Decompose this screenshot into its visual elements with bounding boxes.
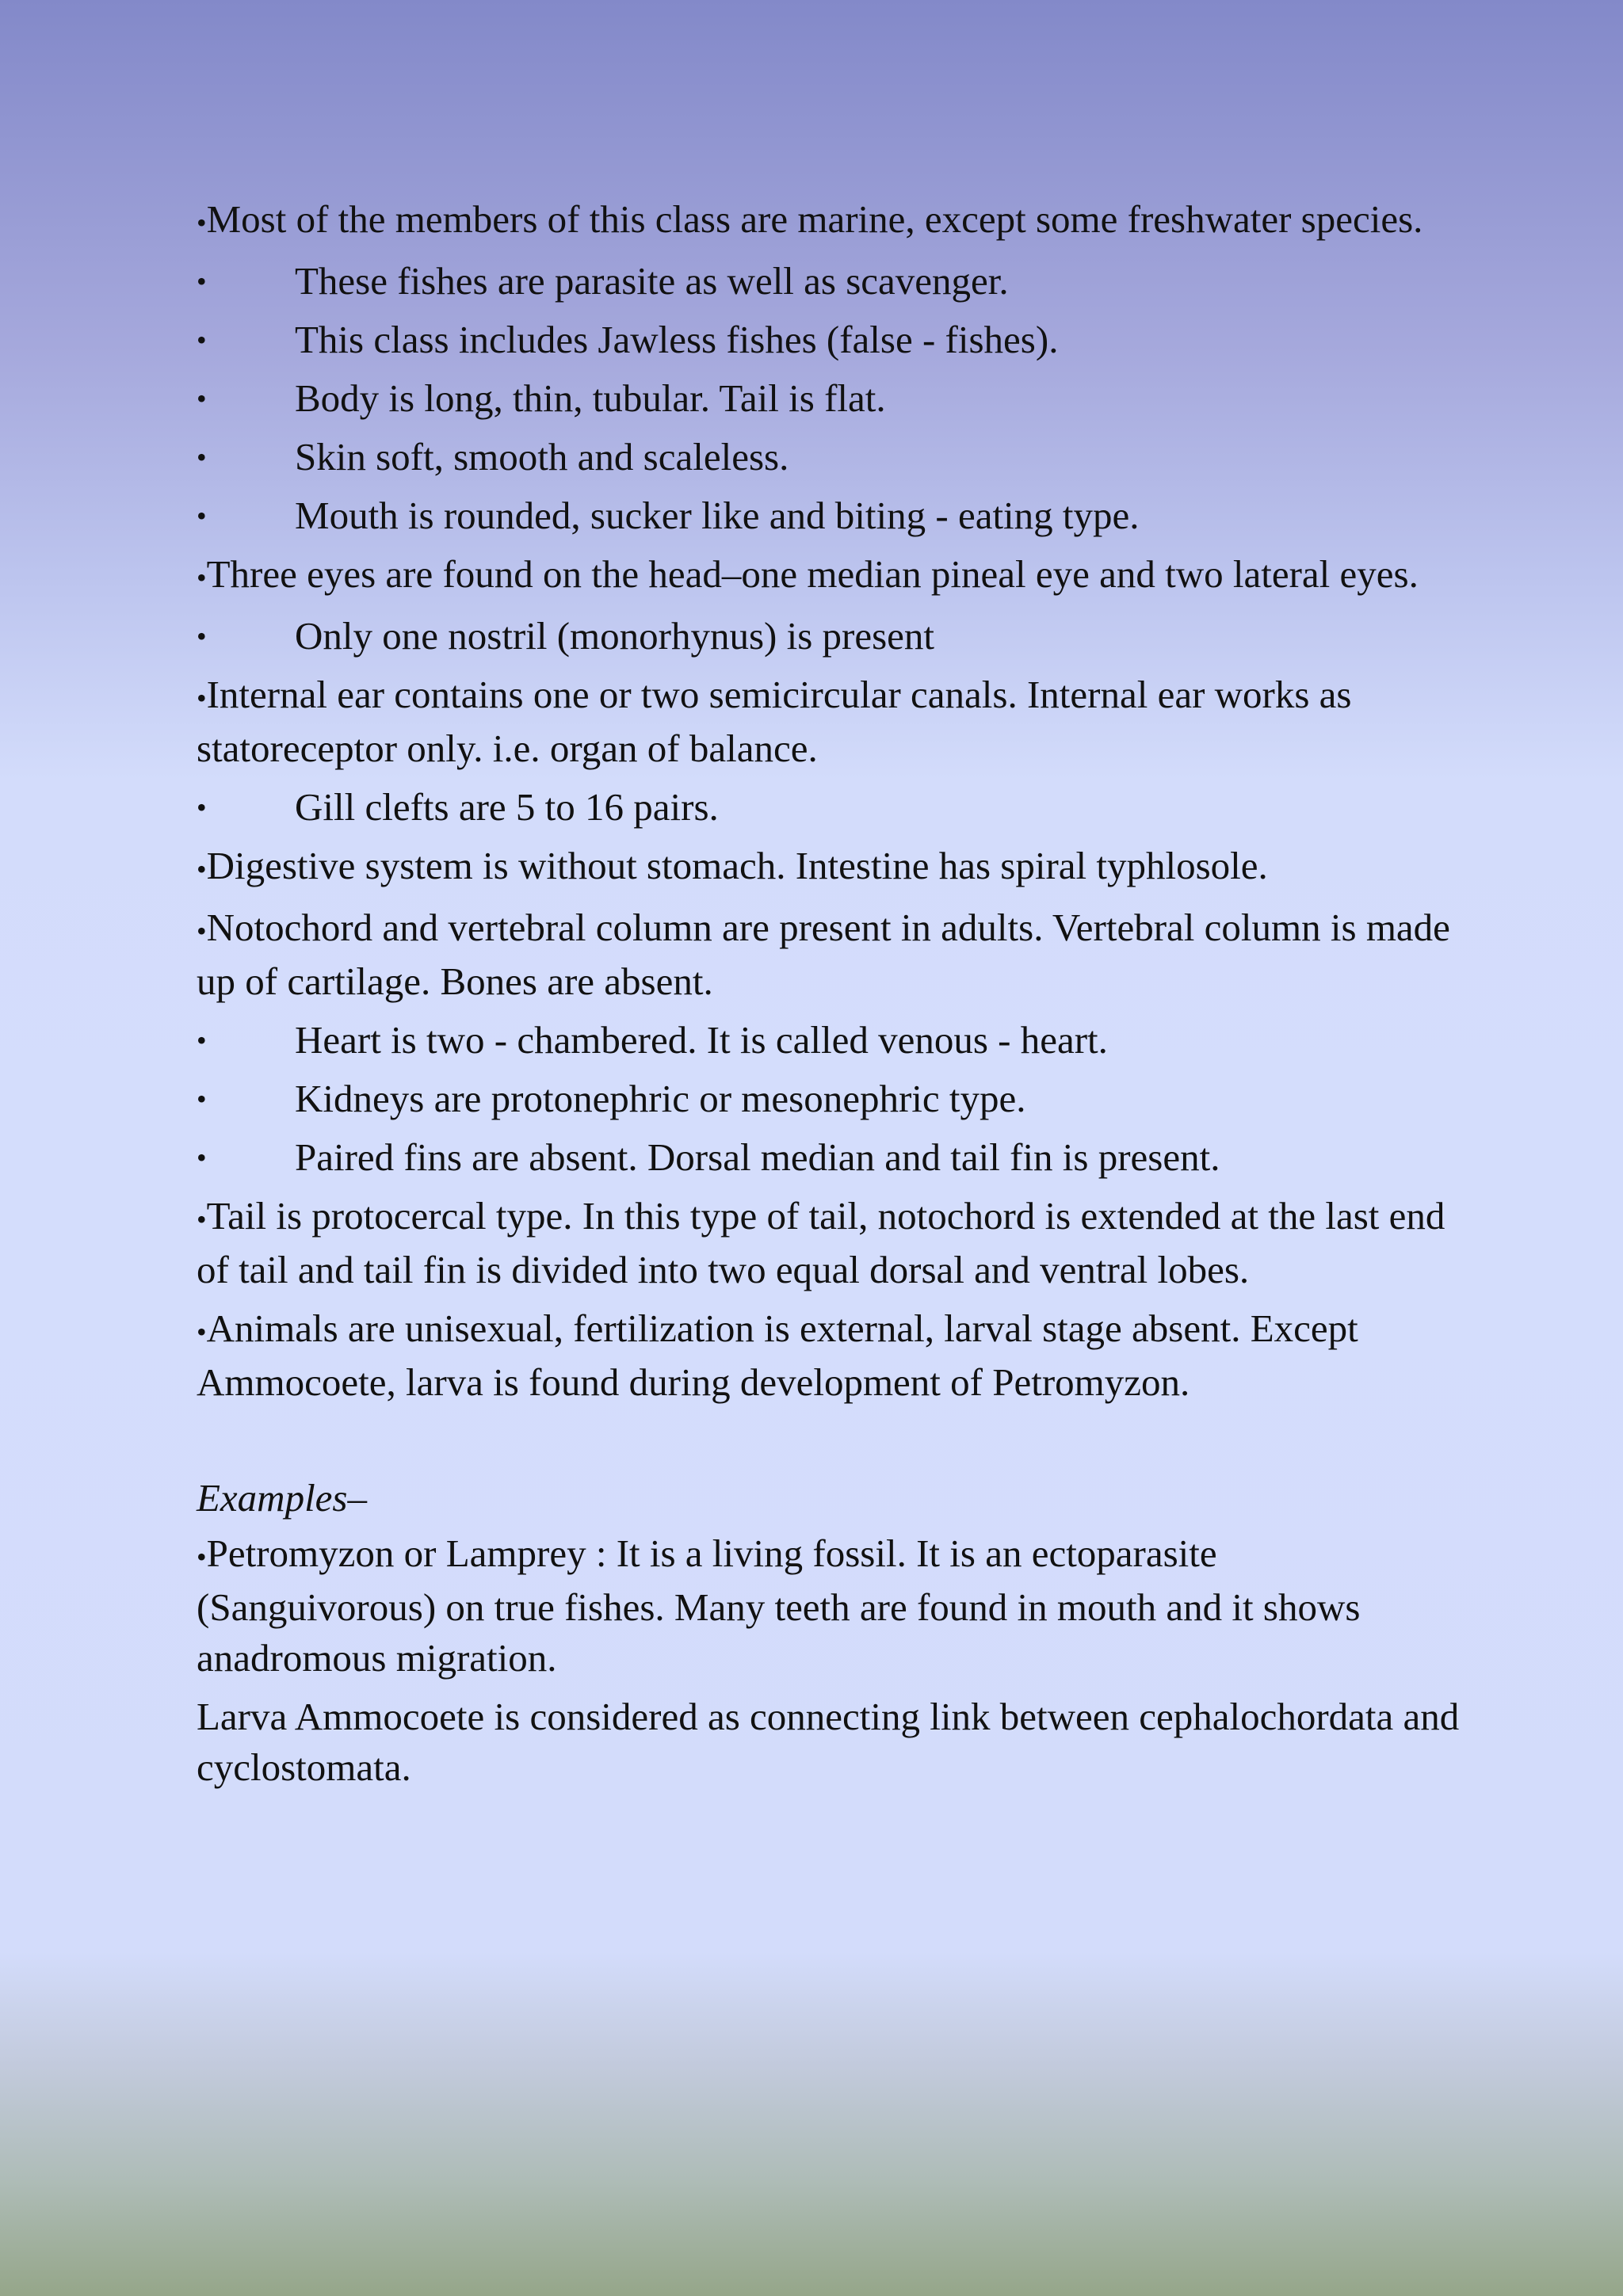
bullet-icon: • [197,265,207,297]
list-item [197,490,1465,541]
bullet-icon: • [197,620,207,652]
list-item-text: Body is long, thin, tubular. Tail is flat. [295,376,886,420]
examples-list [197,1528,1465,1684]
bullet-icon: • [197,1142,207,1173]
bullet-icon: • [197,1083,207,1115]
list-item-text: Mouth is rounded, sucker like and biting - eating type. [295,494,1140,537]
list-item-text: Notochord and vertebral column are present in adults. Vertebral column is made up of cartilage. Bones are absent. [197,906,1450,1003]
bullet-icon: • [197,562,207,593]
list-item [197,256,1465,307]
list-item-text: Tail is protocercal type. In this type of tail, notochord is extended at the last end of tail and tail fin is divided into two equal dorsal and ventral lobes. [197,1194,1445,1291]
list-item-text: Most of the members of this class are marine, except some freshwater species. [206,197,1423,241]
list-item [197,841,1465,894]
list-item-text: Petromyzon or Lamprey : It is a living fossil. It is an ectoparasite (Sanguivorous) on true fishes. Many teeth are found in mouth and it shows anadromous migration. [197,1531,1361,1680]
list-item-text: Heart is two - chambered. It is called venous - heart. [295,1018,1108,1062]
list-item-text: Animals are unisexual, fertilization is external, larval stage absent. Except Ammocoete, larva is found during development of Petromyzon. [197,1306,1358,1404]
characteristics-list [197,194,1465,1408]
list-item-text: Kidneys are protonephric or mesonephric type. [295,1077,1026,1120]
bullet-icon: • [197,791,207,823]
list-item [197,315,1465,365]
list-item [197,432,1465,482]
list-item [197,1528,1465,1684]
list-item [197,1074,1465,1124]
list-item-text: Digestive system is without stomach. Intestine has spiral typhlosole. [206,844,1268,887]
bullet-icon: • [197,1541,207,1573]
list-item-text: This class includes Jawless fishes (false - fishes). [295,318,1059,361]
list-item [197,782,1465,833]
list-item [197,1191,1465,1295]
list-item [197,902,1465,1007]
bullet-icon: • [197,1203,207,1235]
list-item-text: Internal ear contains one or two semicircular canals. Internal ear works as statoreceptor only. i.e. organ of balance. [197,673,1352,770]
list-item [197,1015,1465,1066]
bullet-icon: • [197,915,207,947]
list-item [197,373,1465,424]
closing-paragraph: Larva Ammocoete is considered as connecting link between cephalochordata and cyclostomata. [197,1695,1460,1789]
examples-heading: Examples– [197,1476,367,1520]
list-item [197,194,1465,248]
bullet-icon: • [197,324,207,356]
list-item [197,549,1465,603]
list-item-text: Three eyes are found on the head–one median pineal eye and two lateral eyes. [206,552,1419,596]
document-body [197,194,1465,1793]
bullet-icon: • [197,500,207,532]
list-item [197,611,1465,662]
list-item [197,669,1465,774]
bullet-icon: • [197,383,207,414]
list-item-text: Skin soft, smooth and scaleless. [295,435,789,479]
bullet-icon: • [197,1024,207,1056]
bullet-icon: • [197,1316,207,1348]
list-item-text: Gill clefts are 5 to 16 pairs. [295,785,719,829]
list-item [197,1132,1465,1183]
list-item-text: These fishes are parasite as well as scavenger. [295,259,1009,303]
bullet-icon: • [197,853,207,885]
list-item-text: Paired fins are absent. Dorsal median and tail fin is present. [295,1135,1220,1179]
section-spacer [197,1416,1465,1473]
list-item [197,1303,1465,1408]
list-item-text: Only one nostril (monorhynus) is present [295,614,935,658]
bullet-icon: • [197,207,207,238]
bullet-icon: • [197,682,207,714]
bullet-icon: • [197,441,207,473]
